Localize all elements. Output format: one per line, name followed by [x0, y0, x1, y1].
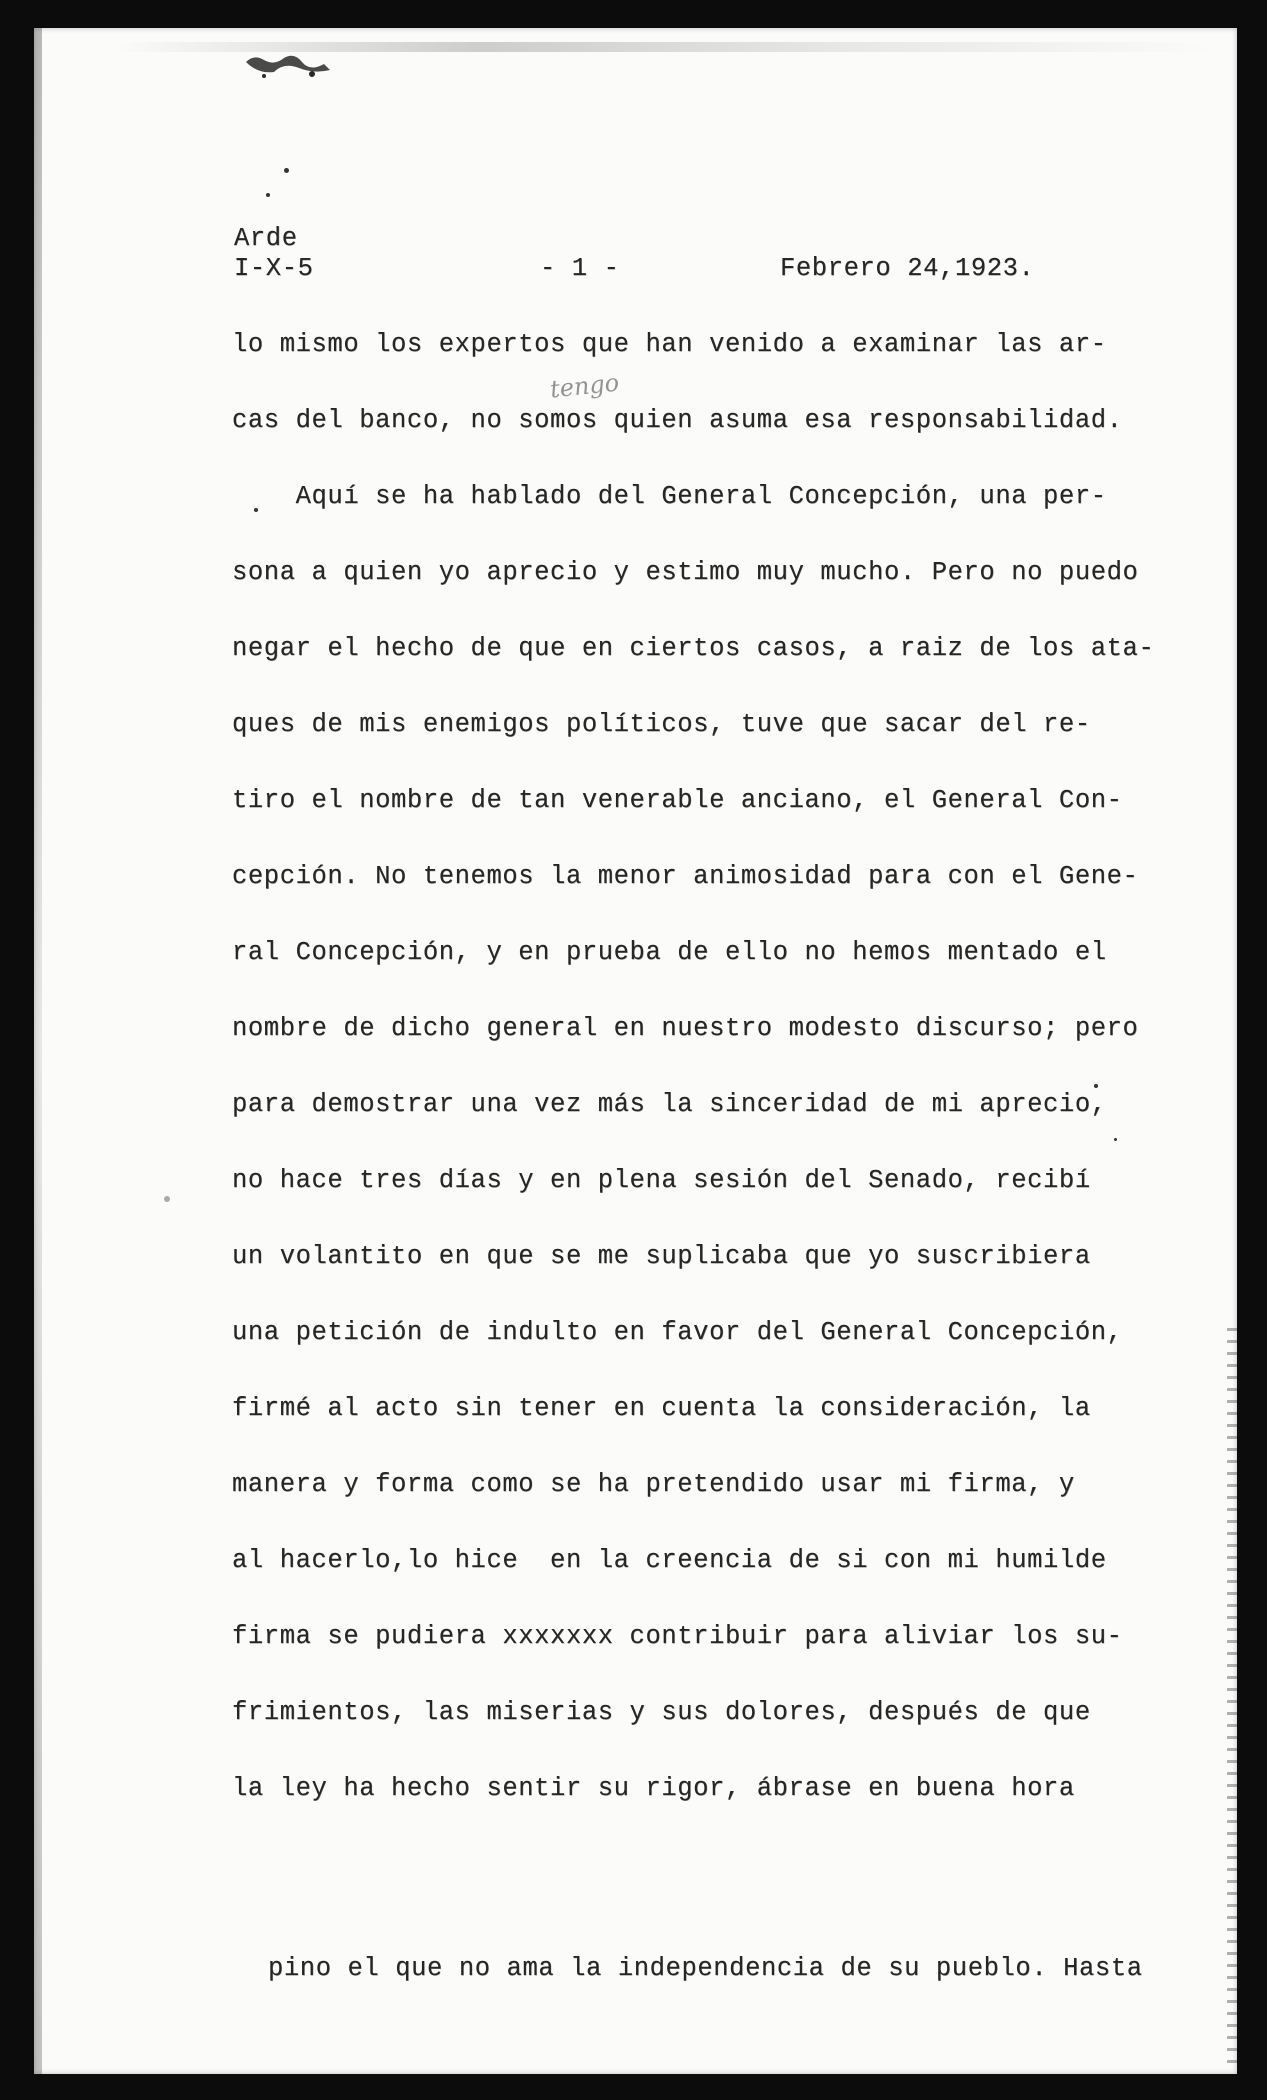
ink-blot-mark	[244, 48, 334, 78]
speck	[284, 168, 289, 173]
footer-line: pino el que no ama la independencia de su pueblo. Hasta	[268, 1954, 1143, 1983]
body-line-9: ral Concepción, y en prueba de ello no hemos mentado el	[232, 938, 1107, 967]
speck	[266, 193, 270, 197]
body-line-14: una petición de indulto en favor del General Concepción,	[232, 1318, 1123, 1347]
body-line-12: no hace tres días y en plena sesión del Senado, recibí	[232, 1166, 1091, 1195]
page-number: - 1 -	[540, 254, 620, 283]
body-line-7: tiro el nombre de tan venerable anciano, el General Con-	[232, 786, 1123, 815]
body-line-11: para demostrar una vez más la sinceridad de mi aprecio,	[232, 1090, 1107, 1119]
body-line-17: al hacerlo,lo hice en la creencia de si con mi humilde	[232, 1546, 1107, 1575]
body-line-2: cas del banco, no somos quien asuma esa responsabilidad.	[232, 406, 1123, 435]
document-date: Febrero 24,1923.	[780, 254, 1035, 283]
speck	[1114, 1138, 1117, 1141]
speck	[164, 1196, 170, 1202]
body-line-18: firma se pudiera xxxxxxx contribuir para aliviar los su-	[232, 1622, 1123, 1651]
body-line-16: manera y forma como se ha pretendido usar mi firma, y	[232, 1470, 1075, 1499]
body-line-5: negar el hecho de que en ciertos casos, a raiz de los ata-	[232, 634, 1155, 663]
speck	[1094, 1084, 1098, 1088]
reference-code-line1: Arde	[234, 224, 298, 253]
body-line-8: cepción. No tenemos la menor animosidad para con el Gene-	[232, 862, 1139, 891]
body-line-20: la ley ha hecho sentir su rigor, ábrase en buena hora	[232, 1774, 1075, 1803]
body-line-4: sona a quien yo aprecio y estimo muy mucho. Pero no puedo	[232, 558, 1139, 587]
left-edge-smudge	[34, 28, 42, 2074]
body-line-15: firmé al acto sin tener en cuenta la consideración, la	[232, 1394, 1091, 1423]
body-line-3: Aquí se ha hablado del General Concepción, una per-	[232, 482, 1107, 511]
right-edge-smudge	[1227, 1328, 1237, 2068]
handwritten-annotation: tengo	[548, 368, 621, 404]
body-line-1: lo mismo los expertos que han venido a examinar las ar-	[232, 330, 1107, 359]
body-line-10: nombre de dicho general en nuestro modesto discurso; pero	[232, 1014, 1139, 1043]
body-line-6: ques de mis enemigos políticos, tuve que sacar del re-	[232, 710, 1091, 739]
body-line-13: un volantito en que se me suplicaba que yo suscribiera	[232, 1242, 1091, 1271]
reference-code-line2: I-X-5	[234, 254, 314, 283]
body-line-19: frimientos, las miserias y sus dolores, después de que	[232, 1698, 1091, 1727]
